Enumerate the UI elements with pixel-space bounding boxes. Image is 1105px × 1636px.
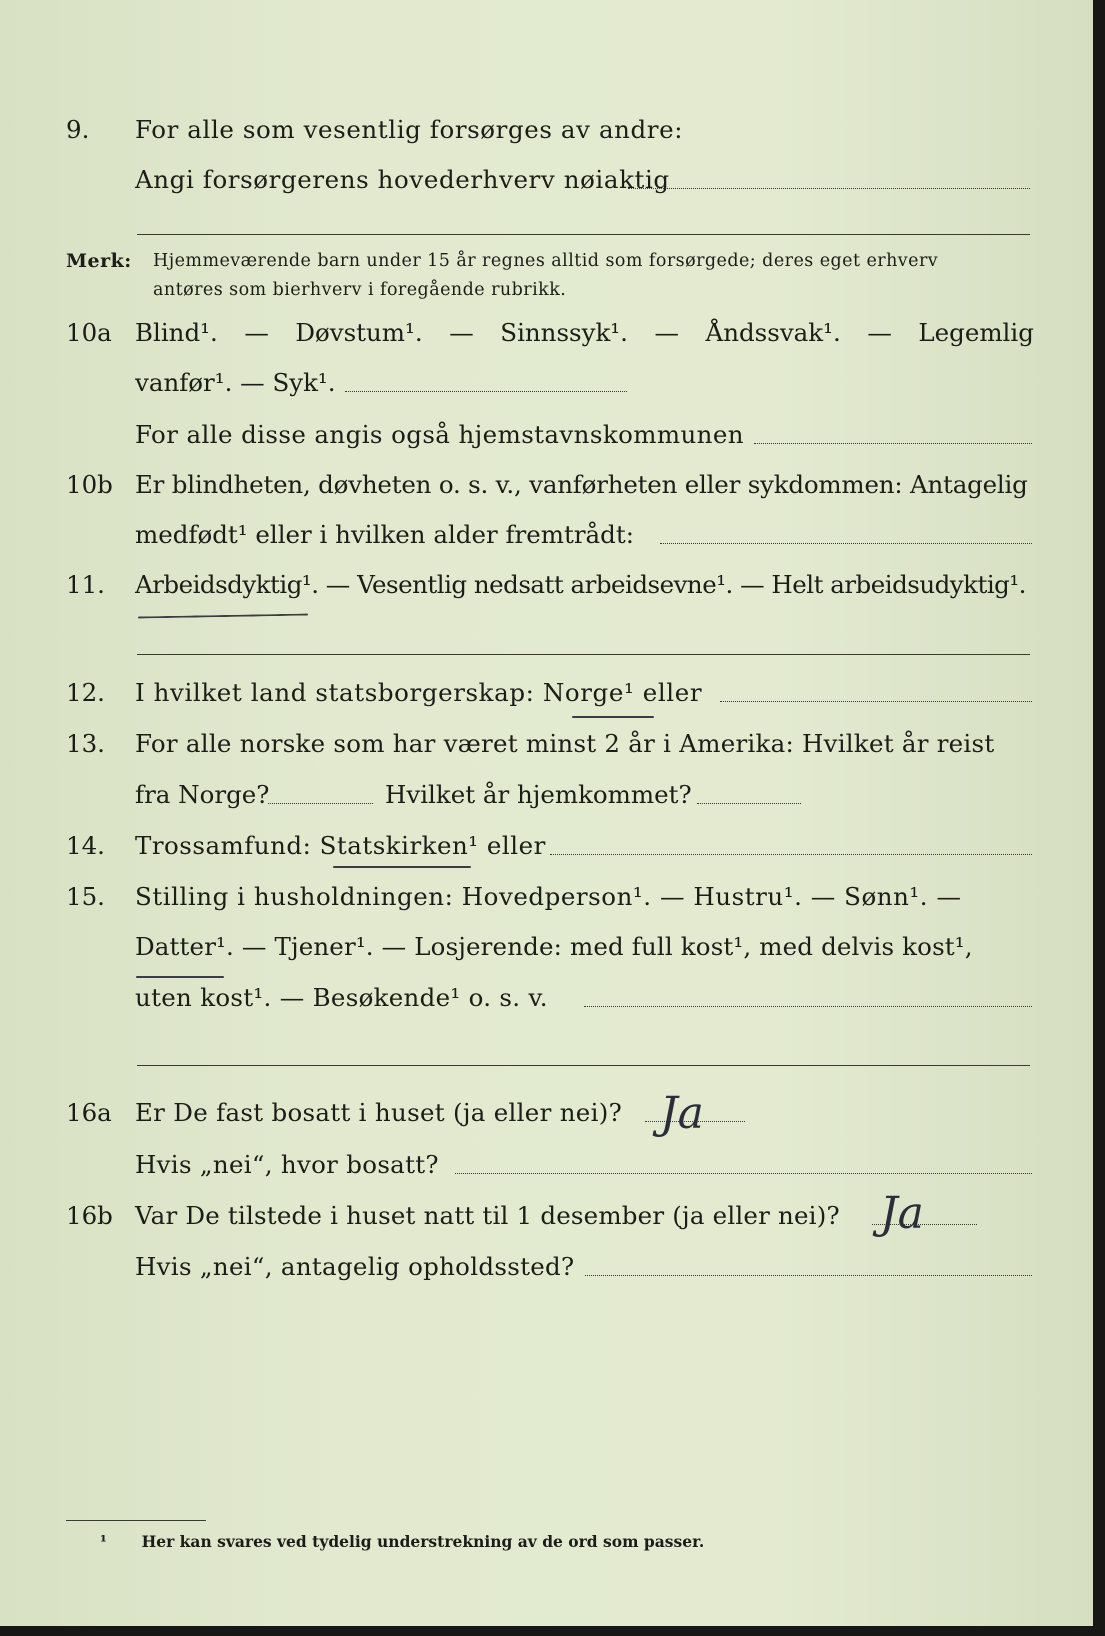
q9-text-2: Angi forsørgerens hovederhverv nøiaktig	[135, 165, 670, 194]
q11-row-1	[0, 560, 1040, 600]
footnote-text: Her kan svares ved tydelig understrekning av de ord som passer.	[141, 1532, 705, 1551]
q16a-row-1	[0, 1088, 1040, 1128]
q15-row-1	[0, 872, 1040, 912]
q13-text-2a: fra Norge?	[135, 780, 270, 809]
q10a-text-3: For alle disse angis også hjemstavnskommunen	[135, 420, 744, 449]
q10a-dash: —	[244, 318, 269, 347]
q16a-bosatt-line[interactable]	[455, 1173, 1032, 1174]
q16b-number: 16b	[66, 1201, 113, 1230]
q15-row-3	[0, 973, 1040, 1013]
q15-text-3: uten kost¹. — Besøkende¹ o. s. v.	[135, 983, 548, 1012]
q15-row-2	[0, 922, 1040, 962]
q10a-option-legemlig[interactable]: Legemlig	[918, 318, 1034, 347]
q10a-option-andssvak[interactable]: Åndssvak¹.	[705, 318, 841, 347]
q16b-handwritten-answer: Ja	[880, 1188, 924, 1239]
q12-text-1: I hvilket land statsborgerskap: Norge¹ eller	[135, 678, 703, 707]
footnote-rule	[66, 1520, 206, 1521]
q16a-text-1: Er De fast bosatt i huset (ja eller nei)?	[135, 1098, 622, 1127]
q9-answer-line[interactable]	[628, 188, 1030, 189]
q10a-dash: —	[867, 318, 892, 347]
q12-country-line[interactable]	[720, 701, 1032, 702]
q12-number: 12.	[66, 678, 105, 707]
q11-answer-rule[interactable]	[137, 654, 1030, 655]
q14-number: 14.	[66, 831, 105, 860]
q13-row-1	[0, 719, 1040, 759]
q10a-text-2: vanfør¹. — Syk¹.	[135, 368, 336, 397]
q10a-row-3	[0, 410, 1040, 450]
q16a-number: 16a	[66, 1098, 112, 1127]
q16b-text-1: Var De tilstede i huset natt til 1 desember (ja eller nei)?	[135, 1201, 840, 1230]
q11-handwritten-underline	[138, 614, 308, 619]
q15-text-2: Datter¹. — Tjener¹. — Losjerende: med full kost¹, med delvis kost¹,	[135, 932, 973, 961]
q9-answer-rule[interactable]	[137, 234, 1030, 235]
q10a-row-1	[0, 308, 1040, 348]
q15-answer-rule[interactable]	[137, 1065, 1030, 1066]
q10a-dash: —	[449, 318, 474, 347]
q9-number: 9.	[66, 115, 90, 144]
q13-text-1: For alle norske som har været minst 2 år i Amerika: Hvilket år reist	[135, 729, 995, 758]
q12-handwritten-underline	[572, 716, 654, 718]
q15-text-1: Stilling i husholdningen: Hovedperson¹. — Hustru¹. — Sønn¹. —	[135, 882, 962, 911]
q15-stilling-line[interactable]	[584, 1006, 1032, 1007]
q16b-text-2: Hvis „nei“, antagelig opholdssted?	[135, 1252, 575, 1281]
q13-row-2	[0, 770, 1040, 810]
q10a-row-2	[0, 358, 1040, 398]
q14-trossamfund-line[interactable]	[550, 854, 1032, 855]
q16a-text-2: Hvis „nei“, hvor bosatt?	[135, 1150, 439, 1179]
scan-border-bottom	[0, 1626, 1105, 1636]
q10a-dash: —	[654, 318, 679, 347]
q13-text-2b: Hvilket år hjemkommet?	[385, 780, 692, 809]
footnote	[100, 1532, 704, 1551]
q14-text-1: Trossamfund: Statskirken¹ eller	[135, 831, 546, 860]
merk-text-1: Hjemmeværende barn under 15 år regnes alltid som forsørgede; deres eget erhverv	[153, 251, 939, 271]
q10a-kommune-line[interactable]	[754, 443, 1032, 444]
q10b-alder-line[interactable]	[660, 543, 1032, 544]
q11-number: 11.	[66, 570, 105, 599]
q9-row-1	[0, 105, 1040, 145]
q13-reist-line[interactable]	[268, 803, 373, 804]
q10b-text-2: medfødt¹ eller i hvilken alder fremtrådt:	[135, 520, 634, 549]
merk-text-2: antøres som bierhverv i foregående rubrikk.	[153, 280, 567, 300]
q9-text-1: For alle som vesentlig forsørges av andre:	[135, 115, 684, 144]
q10a-option-blind[interactable]: Blind¹.	[135, 318, 218, 347]
q13-hjemkommet-line[interactable]	[697, 803, 801, 804]
q16a-row-2	[0, 1140, 1040, 1180]
q10a-number: 10a	[66, 318, 112, 347]
q15-number: 15.	[66, 882, 105, 911]
q13-number: 13.	[66, 729, 105, 758]
q11-text-1: Arbeidsdyktig¹. — Vesentlig nedsatt arbeidsevne¹. — Helt arbeidsudyktig¹.	[135, 570, 1026, 599]
q10a-option-sinnssyk[interactable]: Sinnssyk¹.	[500, 318, 628, 347]
scan-border-right	[1093, 0, 1105, 1636]
q10b-number: 10b	[66, 470, 113, 499]
q10b-row-2	[0, 510, 1040, 550]
q10a-option-dovstum[interactable]: Døvstum¹.	[295, 318, 423, 347]
q16a-handwritten-answer: Ja	[660, 1088, 704, 1139]
footnote-mark: ¹	[100, 1532, 107, 1551]
q10a-syk-line[interactable]	[345, 391, 627, 392]
merk-label: Merk:	[66, 250, 132, 272]
q16b-row-2	[0, 1242, 1040, 1282]
q14-row-1	[0, 821, 1040, 861]
q10b-text-1: Er blindheten, døvheten o. s. v., vanførheten eller sykdommen: Antagelig	[135, 470, 1028, 499]
q9-row-2	[0, 155, 1040, 195]
q10b-row-1	[0, 460, 1040, 500]
q10a-text-1	[135, 318, 1034, 348]
q12-row-1	[0, 668, 1040, 708]
q16b-opholdssted-line[interactable]	[585, 1275, 1032, 1276]
q14-handwritten-underline	[333, 866, 471, 868]
